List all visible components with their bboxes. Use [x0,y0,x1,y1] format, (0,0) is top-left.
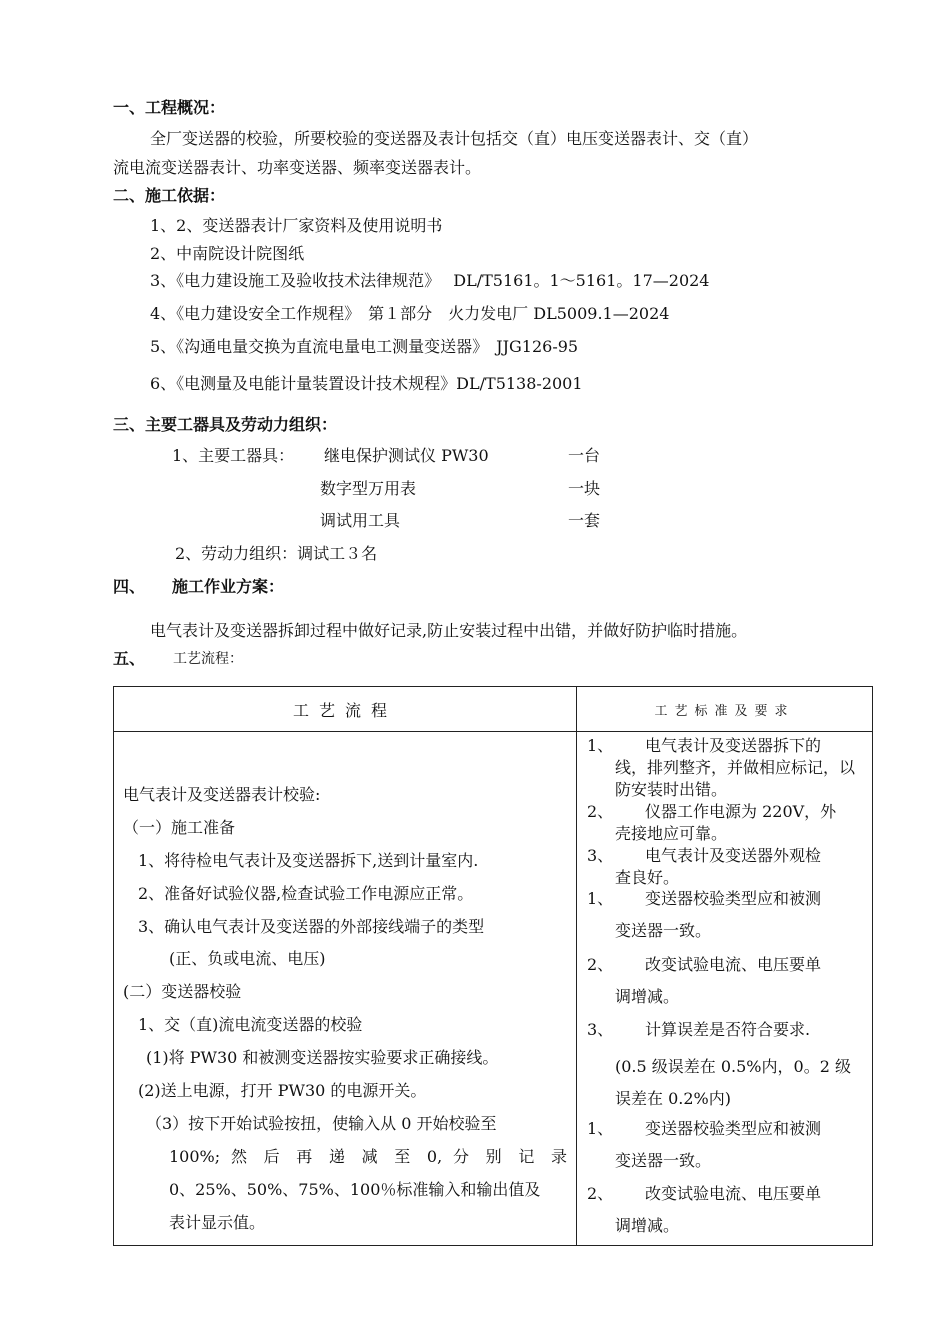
header-standards: 工艺标准及要求 [577,687,873,732]
process-line: （一）施工准备 [123,818,236,837]
tool-name-2: 数字型万用表 [320,479,417,498]
standard-text: 壳接地应可靠。 [615,824,728,843]
standard-text: 线，排列整齐，并做相应标记，以防安装时出错。 [615,758,856,799]
standard-num: 2、 [587,955,614,974]
tool-qty-3: 一套 [568,511,601,530]
standard-text: 电气表计及变送器拆下的 [645,736,822,755]
process-line: (正、负或电流、电压) [169,949,326,968]
process-line: （3）按下开始试验按扭，使输入从 0 开始校验至 [146,1114,497,1133]
tool-qty-1: 一台 [568,446,601,465]
standard-num: 1、 [587,889,614,908]
process-line: 0、25%、50%、75%、100％标准输入和输出值及 [169,1180,541,1199]
tool-name-1: 继电保护测试仪 PW30 [324,446,489,465]
process-line: 100%; 然 后 再 递 减 至 0, 分 别 记 录 [169,1147,567,1166]
section-1-body-line1: 全厂变送器的校验，所要校验的变送器及表计包括交（直）电压变送器表计、交（直） [150,129,759,148]
standard-num: 1、 [587,1119,614,1138]
process-table [113,686,873,1246]
basis-item-2: 2、中南院设计院图纸 [150,244,305,263]
basis-item-1: 1、2、变送器表计厂家资料及使用说明书 [150,216,443,235]
basis-item-6: 6、《电测量及电能计量装置设计技术规程》DL/T5138-2001 [150,374,583,393]
process-line: (1)将 PW30 和被测变送器按实验要求正确接线。 [146,1048,499,1067]
standard-text: 改变试验电流、电压要单 [645,1184,822,1203]
process-line: 1、交（直)流电流变送器的校验 [138,1015,363,1034]
tools-label: 1、主要工器具： [172,446,295,465]
header-process: 工艺流程 [114,687,577,732]
process-line: (二）变送器校验 [123,982,242,1001]
process-line: 表计显示值。 [169,1213,266,1232]
standard-text: 仪器工作电源为 220V，外 [645,802,837,821]
standard-text: 变送器校验类型应和被测 [645,889,822,908]
standard-num: 1、 [587,736,614,755]
standard-text: 查良好。 [615,868,680,887]
standard-text: 变送器一致。 [615,921,712,940]
standard-text: 计算误差是否符合要求. [645,1020,811,1039]
section-1-title: 一、工程概况： [113,98,226,117]
standard-text: 变送器一致。 [615,1151,712,1170]
process-line: 3、确认电气表计及变送器的外部接线端子的类型 [138,917,485,936]
process-line: 电气表计及变送器表计校验: [123,785,321,804]
labor-organization: 2、劳动力组织：调试工３名 [175,544,378,563]
process-line: 2、准备好试验仪器,检查试验工作电源应正常。 [138,884,474,903]
section-4-number: 四、 [113,577,146,596]
standard-text: 变送器校验类型应和被测 [645,1119,822,1138]
standard-text: 改变试验电流、电压要单 [645,955,822,974]
process-steps-cell [114,732,577,1246]
standard-num: 2、 [587,802,614,821]
tool-qty-2: 一块 [568,479,601,498]
standard-text: 调增减。 [615,987,680,1006]
section-4-title: 施工作业方案： [172,577,285,596]
tool-name-3: 调试用工具 [320,511,401,530]
section-2-title: 二、施工依据： [113,186,226,205]
section-5-title: 工艺流程： [173,651,243,667]
basis-item-5: 5、《沟通电量交换为直流电量电工测量变送器》 JJG126-95 [150,337,579,356]
section-3-title: 三、主要工器具及劳动力组织： [113,415,338,434]
standard-num: 3、 [587,846,614,865]
table-header-row [114,687,873,732]
process-line: (2)送上电源，打开 PW30 的电源开关。 [138,1081,427,1100]
table-body-row [114,732,873,1246]
basis-item-4: 4、《电力建设安全工作规程》 第１部分 火力发电厂 DL5009.1—2024 [150,304,670,323]
section-4-body: 电气表计及变送器拆卸过程中做好记录,防止安装过程中出错，并做好防护临时措施。 [150,621,748,640]
standard-text: 调增减。 [615,1216,680,1235]
standard-text: (0.5 级误差在 0.5%内，0。2 级误差在 0.2%内) [615,1057,851,1108]
standard-num: 2、 [587,1184,614,1203]
process-line: 1、将待检电气表计及变送器拆下,送到计量室内. [138,851,479,870]
standards-cell [577,732,873,1246]
basis-item-3: 3、《电力建设施工及验收技术法律规范》 DL/T5161。1～5161。17—2024 [150,271,710,290]
section-1-body-line2: 流电流变送器表计、功率变送器、频率变送器表计。 [113,158,482,177]
standard-num: 3、 [587,1020,614,1039]
standard-text: 电气表计及变送器外观检 [645,846,822,865]
section-5-number: 五、 [113,649,146,668]
